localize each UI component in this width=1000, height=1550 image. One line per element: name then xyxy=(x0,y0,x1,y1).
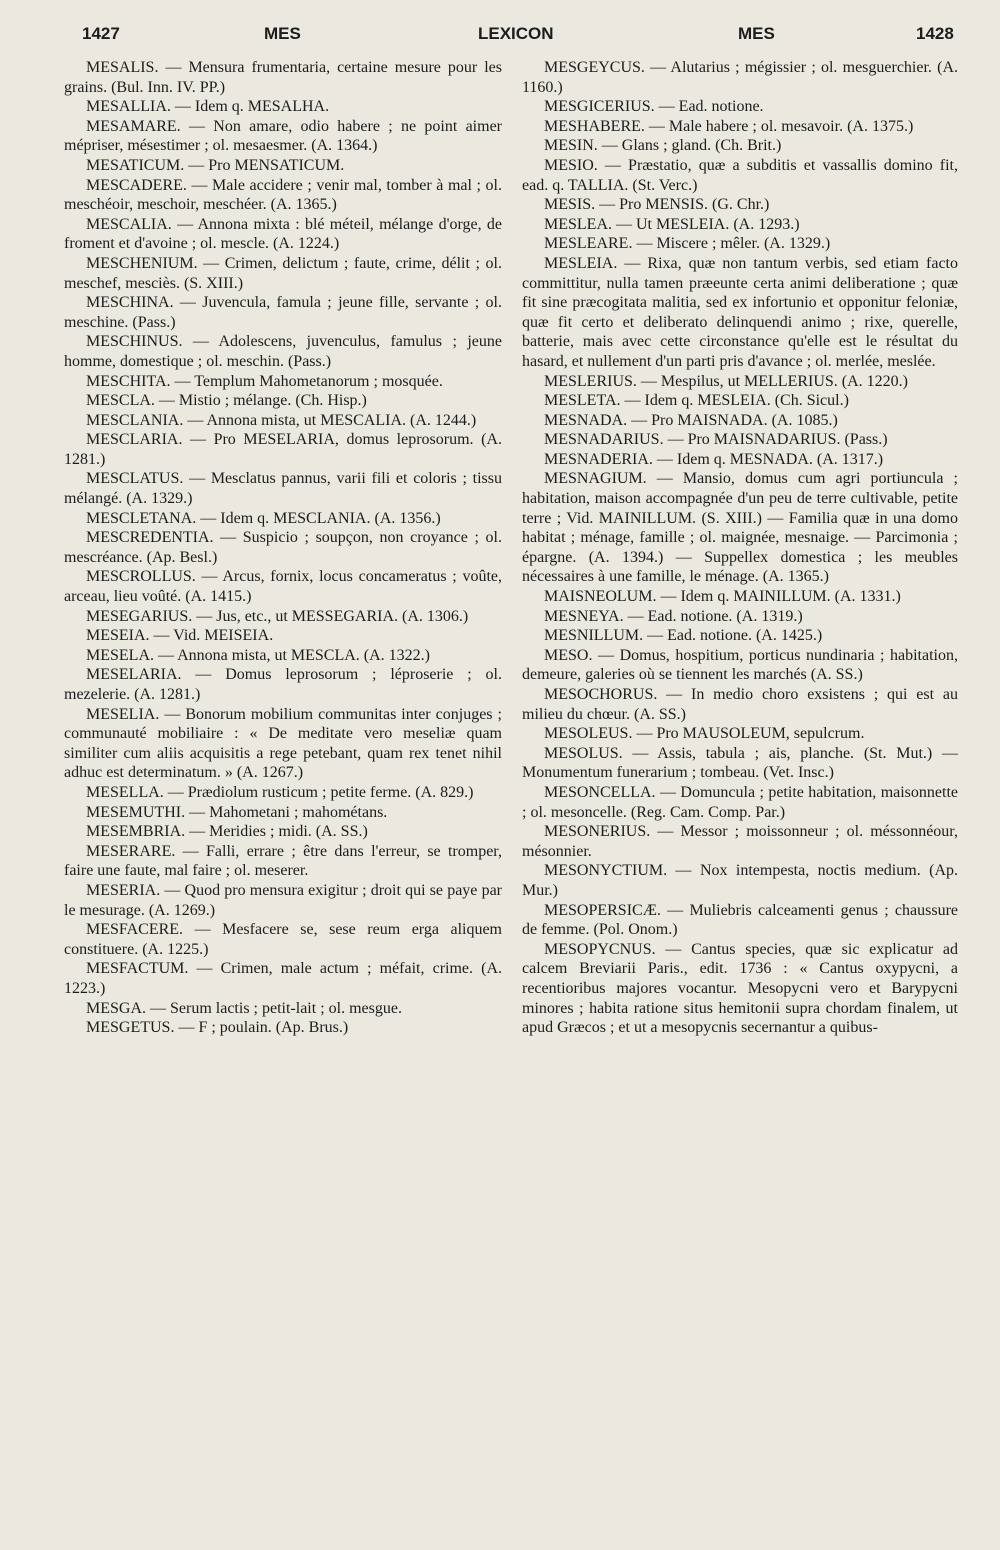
lexicon-entry: MESCREDENTIA. — Suspicio ; soupçon, non croyance ; ol. mescréance. (Ap. Besl.) xyxy=(64,529,502,566)
lexicon-entry: MESNADARIUS. — Pro MAISNADARIUS. (Pass.) xyxy=(544,431,888,449)
lexicon-entry: MESGEYCUS. — Alutarius ; mégissier ; ol. mesguerchier. (A. 1160.) xyxy=(522,59,958,96)
lexicon-entry: MESELLA. — Prædiolum rusticum ; petite ferme. (A. 829.) xyxy=(86,783,474,801)
lexicon-entry: MESGETUS. — F ; poulain. (Ap. Brus.) xyxy=(86,1019,349,1037)
lexicon-entry: MESNILLUM. — Ead. notione. (A. 1425.) xyxy=(544,627,823,645)
lexicon-entry: MESCHINA. — Juvencula, famula ; jeune fille, servante ; ol. meschine. (Pass.) xyxy=(64,294,502,331)
lexicon-entry: MESCLANIA. — Annona mista, ut MESCALIA. (A. 1244.) xyxy=(86,411,477,429)
lexicon-entry: MESNADA. — Pro MAISNADA. (A. 1085.) xyxy=(544,411,838,429)
lexicon-entry: MESLEARE. — Miscere ; mêler. (A. 1329.) xyxy=(544,235,831,253)
lexicon-entry: MESGA. — Serum lactis ; petit-lait ; ol. mesgue. xyxy=(86,999,402,1017)
lexicon-entry: MAISNEOLUM. — Idem q. MAINILLUM. (A. 1331.) xyxy=(544,588,901,606)
lexicon-entry: MESFACERE. — Mesfacere se, sese reum erga aliquem constituere. (A. 1225.) xyxy=(64,921,502,958)
lexicon-entry: MESCLA. — Mistio ; mélange. (Ch. Hisp.) xyxy=(86,392,367,410)
lexicon-entry: MESALLIA. — Idem q. MESALHA. xyxy=(86,98,330,116)
lexicon-entry: MESGICERIUS. — Ead. notione. xyxy=(544,98,764,116)
lexicon-entry: MESNAGIUM. — Mansio, domus cum agri portiuncula ; habitation, maison accompagnée d'un peu de terre cultivable, petite terre ; Vid. MAINILLUM. (S. XIII.) — Familia quæ in una domo habitat ; ménage, famille ; ol. maignée, mesnaige. — Parcimonia ; épargne. (A. 1394.) — Suppellex domestica ; les meubles nécessaires à une famille, le ménage. (A. 1365.) xyxy=(522,470,958,586)
lexicon-entry: MESCLARIA. — Pro MESELARIA, domus leprosorum. (A. 1281.) xyxy=(64,431,502,468)
lexicon-entry: MESCALIA. — Annona mixta : blé méteil, mélange d'orge, de froment et d'avoine ; ol. mescle. (A. 1224.) xyxy=(64,215,502,253)
lexicon-entry: MESOLEUS. — Pro MAUSOLEUM, sepulcrum. xyxy=(544,725,865,743)
lexicon-entry: MESEMUTHI. — Mahometani ; mahométans. xyxy=(86,803,388,821)
lexicon-entry: MESERIA. — Quod pro mensura exigitur ; droit qui se paye par le mesurage. (A. 1269.) xyxy=(64,881,502,919)
lexicon-entry: MESO. — Domus, hospitium, porticus nundinaria ; habitation, demeure, galeries où se tiennent les marchés (A. SS.) xyxy=(522,646,958,684)
lexicon-entry: MESLERIUS. — Mespilus, ut MELLERIUS. (A. 1220.) xyxy=(544,372,908,390)
lexicon-entry: MESCLATUS. — Mesclatus pannus, varii fili et coloris ; tissu mélangé. (A. 1329.) xyxy=(64,470,502,508)
lexicon-entry: MESEIA. — Vid. MEISEIA. xyxy=(86,627,274,645)
lexicon-entry: MESIS. — Pro MENSIS. (G. Chr.) xyxy=(544,196,770,214)
headword-right: MES xyxy=(738,24,775,43)
lexicon-entry: MESONCELLA. — Domuncula ; petite habitation, maisonnette ; ol. mesoncelle. (Reg. Cam. Comp. Par.) xyxy=(522,783,958,821)
lexicon-entry: MESFACTUM. — Crimen, male actum ; méfait, crime. (A. 1223.) xyxy=(64,960,502,997)
page-title: LEXICON xyxy=(478,24,554,43)
running-header xyxy=(0,18,1000,54)
lexicon-entry: MESCHITA. — Templum Mahometanorum ; mosquée. xyxy=(86,372,443,390)
lexicon-entry: MESAMARE. — Non amare, odio habere ; ne point aimer mépriser, mésestimer ; ol. mesaesmer. (A. 1364.) xyxy=(64,117,502,155)
lexicon-entry: MESCHENIUM. — Crimen, delictum ; faute, crime, délit ; ol. meschef, mesciès. (S. XIII.) xyxy=(64,254,502,292)
page-number-right: 1428 xyxy=(916,24,954,43)
lexicon-entry: MESCLETANA. — Idem q. MESCLANIA. (A. 1356.) xyxy=(86,509,441,527)
lexicon-entry: MESIN. — Glans ; gland. (Ch. Brit.) xyxy=(544,137,782,155)
lexicon-entry: MESLETA. — Idem q. MESLEIA. (Ch. Sicul.) xyxy=(544,392,849,410)
lexicon-entry: MESONERIUS. — Messor ; moissonneur ; ol. méssonnéour, mésonnier. xyxy=(522,823,958,860)
right-column xyxy=(522,58,958,1038)
lexicon-entry: MESLEIA. — Rixa, quæ non tantum verbis, sed etiam facto committitur, nulla tamen præeunte certa animi deliberatione ; quæ fit sine præcogitata malitia, sed ex infortunio et opponitur feloniæ, quæ fit certo et deliberato delinquendi animo ; rixe, querelle, batterie, mais avec cette circonstance qu'elle est le résultat du hasard, et nullement d'un parti pris d'avance ; ol. merlée, meslée. xyxy=(522,254,958,370)
lexicon-entry: MESATICUM. — Pro MENSATICUM. xyxy=(86,156,345,174)
lexicon-entry: MESELARIA. — Domus leprosorum ; léproserie ; ol. mezelerie. (A. 1281.) xyxy=(64,666,502,703)
lexicon-entry: MESEMBRIA. — Meridies ; midi. (A. SS.) xyxy=(86,823,368,841)
lexicon-entry: MESELIA. — Bonorum mobilium communitas inter conjuges ; communauté mobiliaire : « De meditate vero meseliæ quam similiter cum aliis acquisitis a rege petebant, quam rex tenet nihil adhuc est determinatum. » (A. 1267.) xyxy=(64,705,502,782)
headword-left: MES xyxy=(264,24,301,43)
left-column xyxy=(64,58,502,1038)
lexicon-entry: MESLEA. — Ut MESLEIA. (A. 1293.) xyxy=(544,215,800,233)
lexicon-entry: MESCROLLUS. — Arcus, fornix, locus concameratus ; voûte, arceau, lieu voûté. (A. 1415.) xyxy=(64,568,502,606)
lexicon-entry: MESERARE. — Falli, errare ; être dans l'erreur, se tromper, faire une faute, mal faire ; ol. meserer. xyxy=(64,842,502,880)
lexicon-entry: MESOCHORUS. — In medio choro exsistens ; qui est au milieu du chœur. (A. SS.) xyxy=(522,686,958,723)
lexicon-entry: MESOPYCNUS. — Cantus species, quæ sic explicatur ad calcem Breviarii Paris., edit. 1736 : « Cantus oxypycni, a recentioribus majores vocantur. Mesopycni vero et Barypycni minores ; habita ratione situs hemitonii supra chordam finalem, ut apud Græcos ; et ut a mesopycnis secernantur a quibus- xyxy=(522,940,958,1037)
lexicon-entry: MESONYCTIUM. — Nox intempesta, noctis medium. (Ap. Mur.) xyxy=(522,862,958,899)
lexicon-entry: MESHABERE. — Male habere ; ol. mesavoir. (A. 1375.) xyxy=(544,117,914,135)
lexicon-entry: MESELA. — Annona mista, ut MESCLA. (A. 1322.) xyxy=(86,646,430,664)
page-number-left: 1427 xyxy=(82,24,120,43)
lexicon-entry: MESALIS. — Mensura frumentaria, certaine mesure pour les grains. (Bul. Inn. IV. PP.) xyxy=(64,59,502,96)
lexicon-entry: MESNADERIA. — Idem q. MESNADA. (A. 1317.) xyxy=(544,450,884,468)
lexicon-entry: MESOLUS. — Assis, tabula ; ais, planche. (St. Mut.) — Monumentum funerarium ; tombeau. (Vet. Insc.) xyxy=(522,744,958,782)
lexicon-entry: MESIO. — Præstatio, quæ a subditis et vassallis domino fit, ead. q. TALLIA. (St. Verc.) xyxy=(522,156,958,194)
lexicon-entry: MESCADERE. — Male accidere ; venir mal, tomber à mal ; ol. meschéoir, meschoir, meschéer. (A. 1365.) xyxy=(64,176,502,214)
lexicon-entry: MESNEYA. — Ead. notione. (A. 1319.) xyxy=(544,607,803,625)
lexicon-entry: MESEGARIUS. — Jus, etc., ut MESSEGARIA. (A. 1306.) xyxy=(86,607,469,625)
lexicon-entry: MESOPERSICÆ. — Muliebris calceamenti genus ; chaussure de femme. (Pol. Onom.) xyxy=(522,901,958,939)
lexicon-entry: MESCHINUS. — Adolescens, juvenculus, famulus ; jeune homme, domestique ; ol. meschin. (Pass.) xyxy=(64,333,502,370)
